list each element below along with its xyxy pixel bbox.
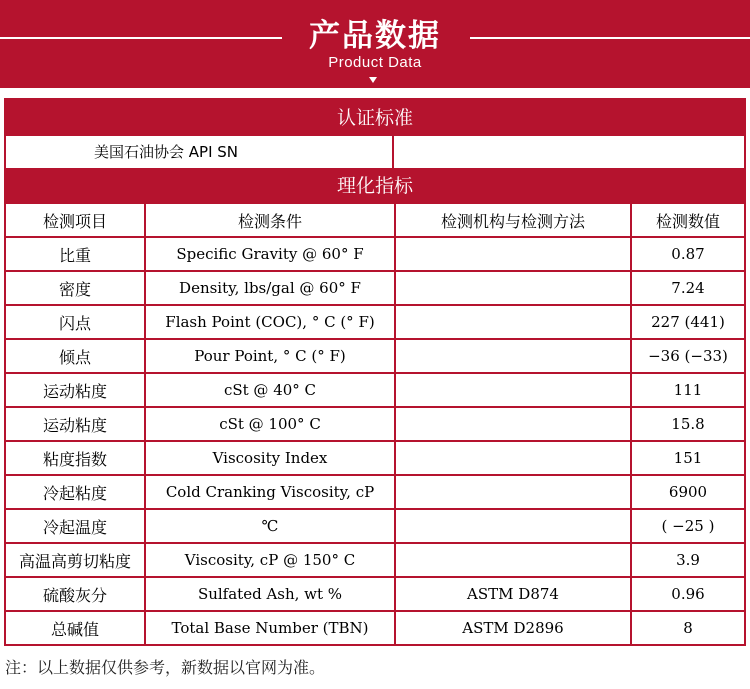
certification-value: 美国石油协会 API SN bbox=[6, 136, 394, 168]
product-data-table bbox=[4, 98, 746, 646]
row-method bbox=[396, 340, 632, 372]
table-row bbox=[6, 406, 744, 440]
row-value: 7.24 bbox=[671, 279, 705, 297]
row-method bbox=[396, 374, 632, 406]
row-method bbox=[396, 442, 632, 474]
row-method bbox=[396, 544, 632, 576]
table-row bbox=[6, 270, 744, 304]
row-value: 227 (441) bbox=[651, 313, 725, 331]
row-value: 6900 bbox=[668, 483, 708, 501]
row-item: 比重 bbox=[6, 238, 146, 270]
row-item: 冷起粘度 bbox=[6, 476, 146, 508]
table-row bbox=[6, 304, 744, 338]
row-method bbox=[396, 306, 632, 338]
row-value: 151 bbox=[673, 449, 703, 467]
row-item: 闪点 bbox=[6, 306, 146, 338]
table-row bbox=[6, 372, 744, 406]
row-condition: Density, lbs/gal @ 60° F bbox=[146, 272, 396, 304]
table-row bbox=[6, 236, 744, 270]
row-value: 3.9 bbox=[676, 551, 700, 569]
row-condition: Specific Gravity @ 60° F bbox=[146, 238, 396, 270]
column-header-value: 检测数值 bbox=[655, 211, 720, 231]
row-value: −36 (−33) bbox=[648, 347, 728, 365]
table-row bbox=[6, 338, 744, 372]
row-condition: cSt @ 100° C bbox=[146, 408, 396, 440]
table-row bbox=[6, 508, 744, 542]
row-condition: Total Base Number (TBN) bbox=[146, 612, 396, 644]
row-item: 总碱值 bbox=[6, 612, 146, 644]
column-header-item: 检测项目 bbox=[6, 204, 146, 236]
row-item: 冷起温度 bbox=[6, 510, 146, 542]
specs-band: 理化指标 bbox=[6, 168, 744, 204]
specs-table-body bbox=[6, 204, 744, 644]
table-row bbox=[6, 542, 744, 576]
row-item: 运动粘度 bbox=[6, 374, 146, 406]
column-header-condition: 检测条件 bbox=[146, 204, 396, 236]
row-item: 硫酸灰分 bbox=[6, 578, 146, 610]
row-condition: ℃ bbox=[146, 510, 396, 542]
row-value: 8 bbox=[683, 619, 693, 637]
table-row bbox=[6, 576, 744, 610]
certification-value-2 bbox=[394, 136, 744, 168]
row-value: 111 bbox=[673, 381, 703, 399]
certification-row bbox=[6, 136, 744, 168]
row-value: 0.96 bbox=[671, 585, 705, 603]
row-value: 0.87 bbox=[671, 245, 705, 263]
row-item: 密度 bbox=[6, 272, 146, 304]
row-item: 高温高剪切粘度 bbox=[6, 544, 146, 576]
row-condition: Pour Point, ° C (° F) bbox=[146, 340, 396, 372]
row-value: 15.8 bbox=[671, 415, 705, 433]
page-header bbox=[0, 0, 750, 88]
row-method bbox=[396, 510, 632, 542]
row-condition: cSt @ 40° C bbox=[146, 374, 396, 406]
footnote: 注：以上数据仅供参考，新数据以官网为准。 bbox=[5, 658, 326, 677]
row-value: ( −25 ) bbox=[661, 517, 715, 535]
table-row bbox=[6, 474, 744, 508]
table-row bbox=[6, 610, 744, 644]
row-condition: Viscosity, cP @ 150° C bbox=[146, 544, 396, 576]
row-item: 倾点 bbox=[6, 340, 146, 372]
table-row bbox=[6, 440, 744, 474]
row-condition: Sulfated Ash, wt % bbox=[146, 578, 396, 610]
row-method bbox=[396, 238, 632, 270]
row-method: ASTM D874 bbox=[396, 578, 632, 610]
certification-band: 认证标准 bbox=[6, 100, 744, 136]
row-method: ASTM D2896 bbox=[396, 612, 632, 644]
row-condition: Flash Point (COC), ° C (° F) bbox=[146, 306, 396, 338]
row-item: 粘度指数 bbox=[6, 442, 146, 474]
down-arrow-icon bbox=[369, 77, 377, 83]
row-condition: Viscosity Index bbox=[146, 442, 396, 474]
page-title: 产品数据 bbox=[309, 18, 441, 54]
row-condition: Cold Cranking Viscosity, cP bbox=[146, 476, 396, 508]
row-item: 运动粘度 bbox=[6, 408, 146, 440]
table-header-row bbox=[6, 204, 744, 236]
column-header-method: 检测机构与检测方法 bbox=[396, 204, 632, 236]
row-method bbox=[396, 272, 632, 304]
row-method bbox=[396, 408, 632, 440]
row-method bbox=[396, 476, 632, 508]
page-subtitle: Product Data bbox=[328, 54, 422, 71]
